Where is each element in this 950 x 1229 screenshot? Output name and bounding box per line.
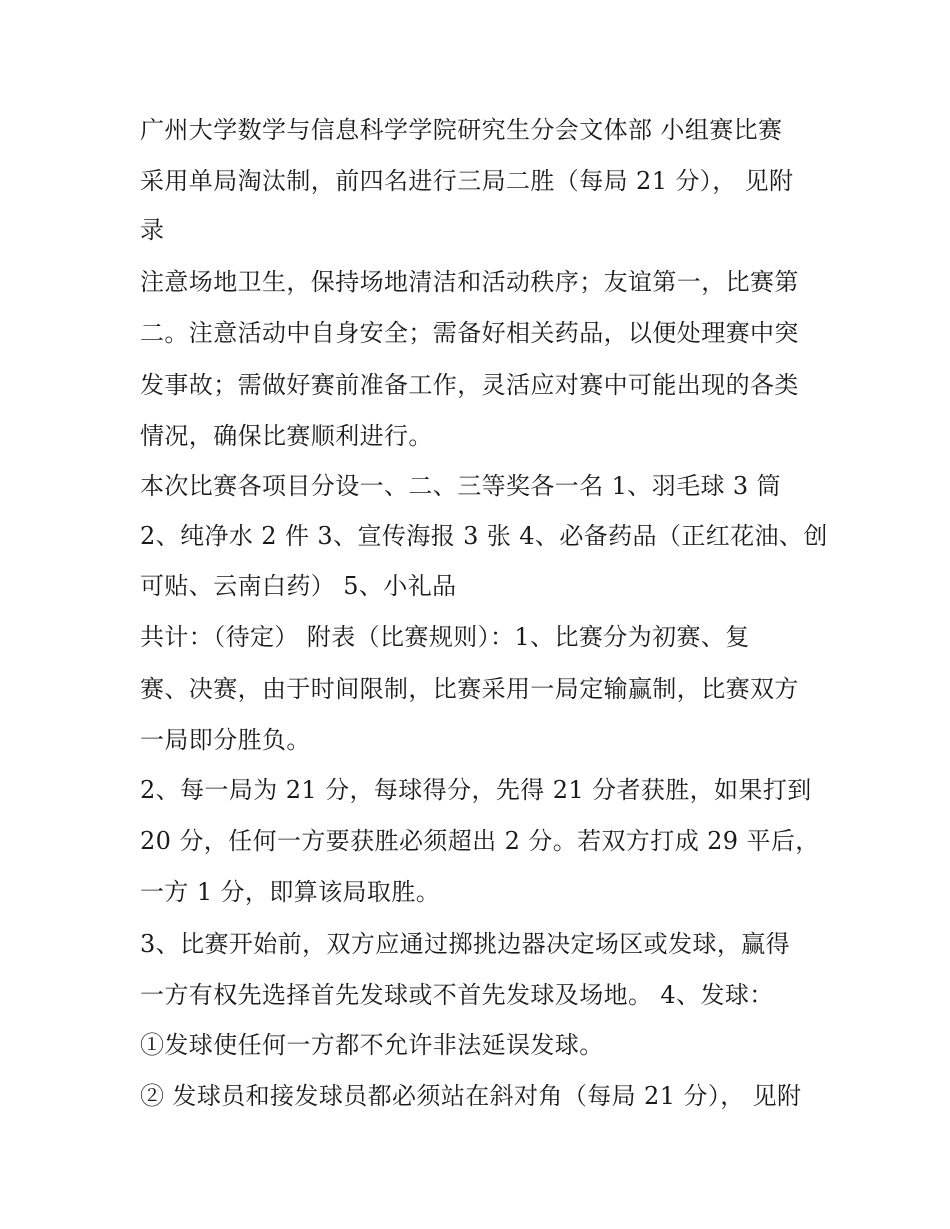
text-line: ② 发球员和接发球员都必须站在斜对角（每局 21 分）， 见附 — [140, 1082, 802, 1110]
text-line: 20 分，任何一方要获胜必须超出 2 分。若双方打成 29 平后， — [140, 827, 820, 855]
text-line: 二。注意活动中自身安全；需备好相关药品，以便处理赛中突 — [140, 319, 799, 347]
text-line: 2、纯净水 2 件 3、宣传海报 3 张 4、必备药品（正红花油、创 — [140, 522, 828, 550]
text-line: 一方有权先选择首先发球或不首先发球及场地。 4、发球： — [140, 981, 774, 1009]
text-line: 一方 1 分，即算该局取胜。 — [140, 878, 441, 906]
text-line: 2、每一局为 21 分，每球得分，先得 21 分者获胜，如果打到 — [140, 776, 812, 804]
text-line: 3、比赛开始前，双方应通过掷挑边器决定场区或发球，赢得 — [140, 930, 791, 958]
text-line: 注意场地卫生，保持场地清洁和活动秩序；友谊第一，比赛第 — [140, 268, 799, 296]
text-line: 赛、决赛，由于时间限制，比赛采用一局定输赢制，比赛双方 — [140, 675, 799, 703]
text-line: 情况，确保比赛顺利进行。 — [140, 422, 433, 450]
text-line: 一局即分胜负。 — [140, 726, 311, 754]
text-line: 广州大学数学与信息科学学院研究生分会文体部 小组赛比赛 — [140, 116, 783, 144]
text-line: 可贴、云南白药） 5、小礼品 — [140, 572, 457, 600]
text-line: 共计：（待定） 附表（比赛规则）：1、比赛分为初赛、复 — [140, 623, 750, 651]
text-line: 录 — [140, 216, 165, 244]
text-line: 本次比赛各项目分设一、二、三等奖各一名 1、羽毛球 3 筒 — [140, 472, 782, 500]
text-line: 发事故；需做好赛前准备工作，灵活应对赛中可能出现的各类 — [140, 371, 799, 399]
text-line: 采用单局淘汰制，前四名进行三局二胜（每局 21 分）， 见附 — [140, 167, 794, 195]
text-line: ①发球使任何一方都不允许非法延误发球。 — [140, 1031, 604, 1059]
